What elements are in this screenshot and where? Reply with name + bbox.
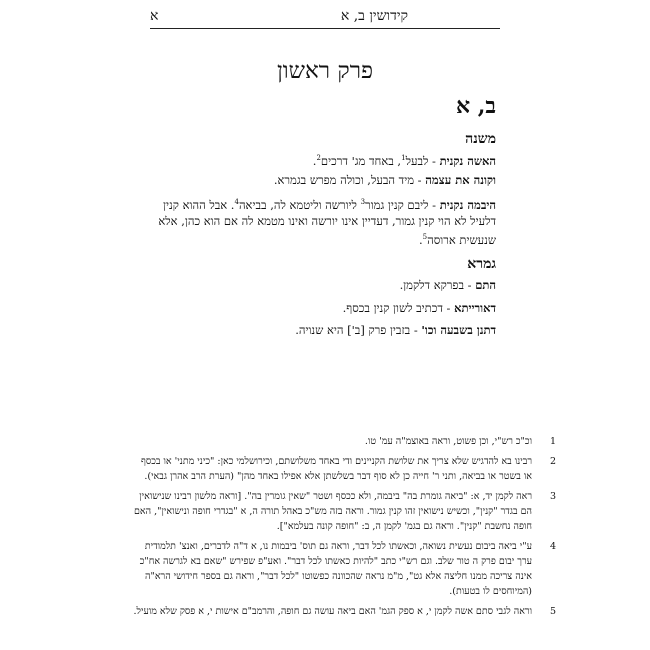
comment-text: - דכתיב לשון קנין בכסף. [342, 301, 455, 315]
footnote-number: 2 [549, 456, 556, 467]
footnote-number: 1 [549, 436, 556, 447]
page-number: א [150, 8, 159, 24]
comment-text: - לבעל [405, 153, 440, 168]
mishna-line-2 [151, 172, 496, 188]
footnote-number: 3 [549, 491, 556, 502]
gemara-line-3 [151, 322, 496, 338]
mishna-line-1 [151, 150, 496, 169]
footnote [132, 454, 556, 484]
comment-text: . אבל ההוא קנין דלעיל לא הוי קנין גמור, דעדיין אינו יורשה ואינו מטמא לה אם הוא כהן, אלא שנעשית ארוסה [158, 197, 496, 247]
footnote-ref[interactable]: 5 [422, 232, 428, 241]
mishna-line-3 [151, 194, 496, 248]
dibur-hamatchil: האשה נקנית [439, 153, 496, 168]
footnote-text: ראה לקמן יד, א: "ביאה גומרת בה" ביבמה, ולא ככסף ושטר "שאין גומרין בה". [וראה מלשון רבינו שנישואין הם בגדר "קנין", וכשיש נישואין זהו קנין גמור. וראה בזה מש"כ באהל תורה ה, א "בגדרי חופה ונישואין", האם חופה נחשבת "קנין". וראה גם בגמ' לקמן ה, ב: "חופה קונה בעלמא"]. [133, 491, 532, 532]
gemara-line-2 [151, 300, 496, 316]
footnote-number: 4 [549, 541, 556, 552]
comment-text: , באחד מג' דרכים [320, 153, 402, 168]
mishna-heading: משנה [465, 131, 496, 147]
footnote-ref[interactable]: 3 [360, 198, 366, 206]
comment-text: - בפרקא דלקמן. [399, 278, 476, 292]
chapter-title: פרק ראשון [276, 58, 374, 84]
footnote-number: 5 [549, 606, 556, 617]
dibur-hamatchil: התם [475, 278, 496, 292]
dibur-hamatchil: היבמה נקנית [439, 197, 496, 212]
dibur-hamatchil: דתנן בשבעה וכו' [421, 323, 496, 337]
footnote-text: וכ"כ רש"י, וכן פשוט, וראה באוצמ"ה עמ' טו. [364, 436, 532, 447]
gemara-heading: גמרא [467, 256, 496, 272]
running-title: קידושין ב, א [340, 8, 408, 24]
dibur-hamatchil: וקונה את עצמה [425, 173, 496, 187]
footnote [132, 604, 556, 619]
daf-reference: ב, א [455, 93, 496, 119]
comment-text: - מיד הבעל, וכולה מפרש בגמרא. [273, 173, 426, 187]
gemara-line-1 [151, 277, 496, 293]
footnote [132, 489, 556, 534]
running-header [150, 6, 500, 29]
footnote-ref[interactable]: 2 [316, 154, 321, 162]
comment-text: - ליבם קנין גמור [365, 197, 440, 212]
comment-text: ליורשה וליטמא לה, בביאה [238, 197, 361, 212]
comment-text: . [312, 153, 317, 168]
footnote-text: וראה לגבי סתם אשה לקמן י, א ספק הגמ' האם ביאה עושה גם חופה, והרמב"ם אישות י, א פסק שלא מועיל. [133, 606, 532, 617]
comment-text: . [419, 232, 423, 247]
comment-text: - בזבין פרק [ב'] היא שנויה. [295, 323, 422, 337]
dibur-hamatchil: דאורייתא [454, 301, 496, 315]
footnote-ref[interactable]: 1 [401, 154, 406, 162]
footnote-text: רבינו בא להדגיש שלא צריך את שלושת הקניינים ודי באחד משלושתם, וכירושלמי כאן: "כיני מתני' או בכסף או בשטר או בביאה, ותני ר' חייה כן לא סוף דבר בשלשתן אלא אפילו באחד מהן" (הערת הרב אהרן גבאי). [140, 456, 532, 482]
footnote-text: ע"י ביאה ביבום נעשית נשואה, וכאשתו לכל דבר, וראה גם תוס' ביבמות נו, א ד"ה לדברים, ואנצ' תלמודית ערך יבום פרק ה טור שלב. וגם רש"י כתב "להיות כאשתו לכל דבר". ואע"פ שפירש "שאם בא לגרשה אח"כ אינה צריכה ממנו חליצה אלא גט", מ"מ נראה שהכוונה כפשוטו "לכל דבר", וראה גם בספר חידושי הרא"ה (המיוחסים לו בטעות). [139, 541, 532, 597]
footnote [132, 434, 556, 449]
footnotes [132, 434, 556, 624]
footnote-ref[interactable]: 4 [234, 198, 239, 206]
footnote [132, 539, 556, 599]
